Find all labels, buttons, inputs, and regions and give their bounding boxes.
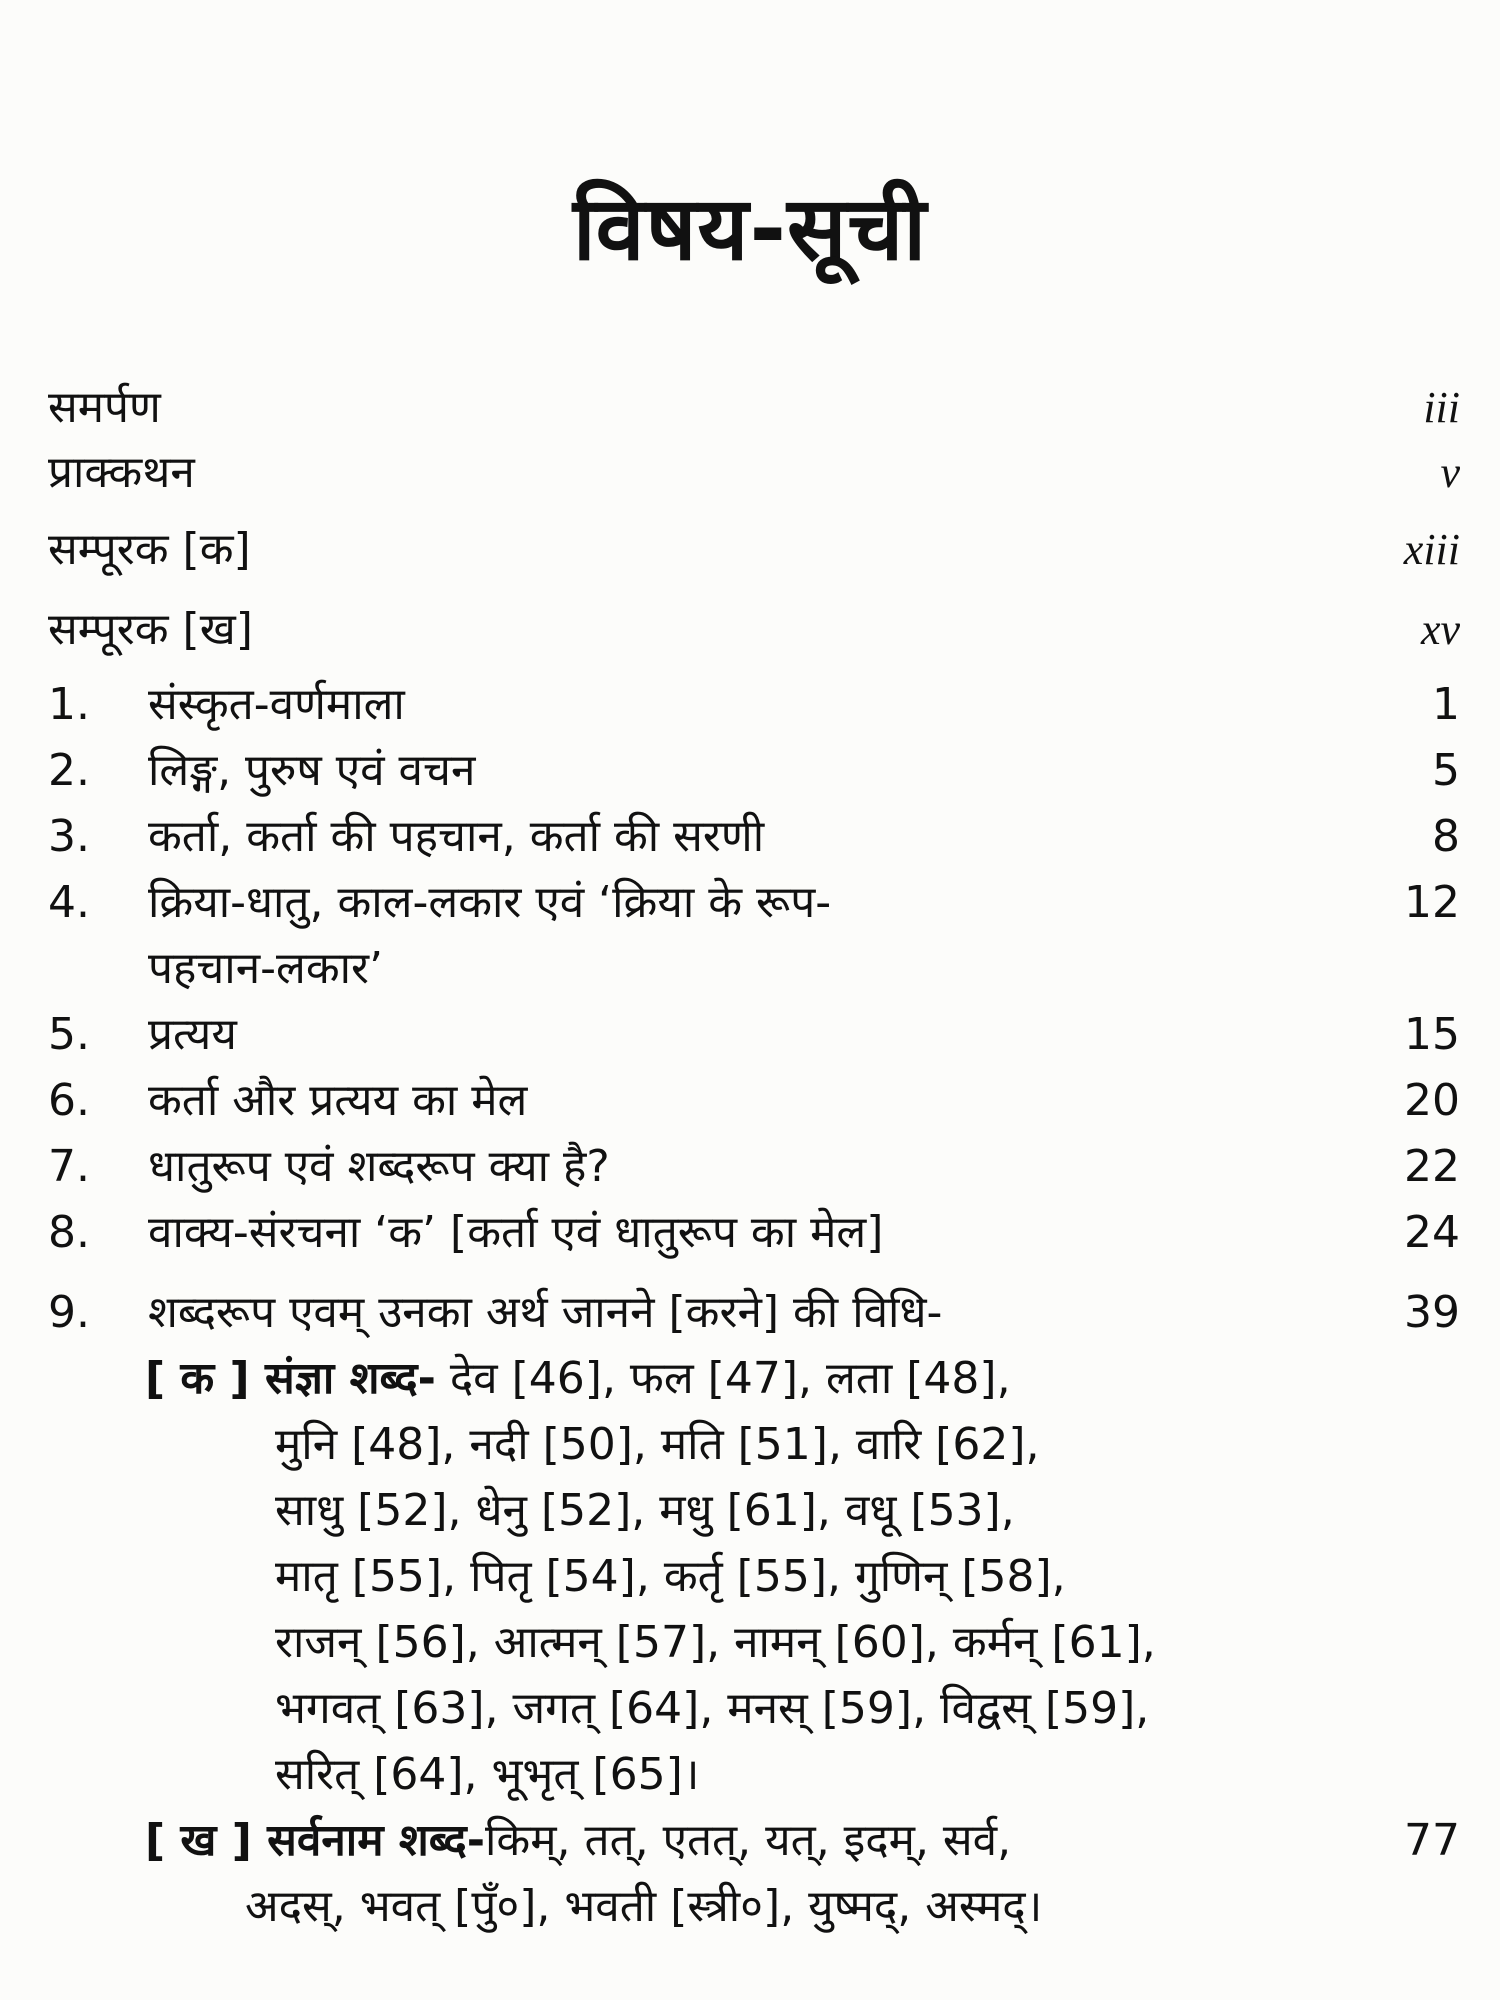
toc-chapter[interactable] xyxy=(48,870,1460,1002)
chapter-page: 39 xyxy=(1404,1287,1460,1338)
toc-entry-page: xv xyxy=(1420,605,1460,654)
chapter-number: 4. xyxy=(48,877,90,928)
chapter-title-line: पहचान-लकार’ xyxy=(148,943,383,994)
toc-subsection-page-row xyxy=(48,1808,1460,1874)
chapter-title-line: क्रिया-धातु, काल-लकार एवं ‘क्रिया के रूप- xyxy=(148,877,832,928)
chapter-title: शब्दरूप एवम् उनका अर्थ जानने [करने] की विधि- xyxy=(148,1287,943,1338)
toc-entry-title: प्राक्कथन xyxy=(48,447,195,498)
chapter-number: 7. xyxy=(48,1141,90,1192)
chapter-page: 22 xyxy=(1404,1141,1460,1192)
toc-entry[interactable] xyxy=(48,440,1460,506)
subsection-line: सरित् [64], भूभृत् [65]। xyxy=(275,1749,700,1800)
toc-entry[interactable] xyxy=(48,375,1460,441)
toc-chapter[interactable] xyxy=(48,672,1460,738)
toc-entry-title: समर्पण xyxy=(48,382,161,433)
subsection-line: भगवत् [63], जगत् [64], मनस् [59], विद्वस् [59], xyxy=(275,1683,1150,1734)
chapter-title: प्रत्यय xyxy=(148,1009,237,1060)
chapter-title: धातुरूप एवं शब्दरूप क्या है? xyxy=(148,1141,610,1192)
subsection-label: [ ख ] सर्वनाम शब्द- xyxy=(145,1815,486,1866)
subsection-line: मुनि [48], नदी [50], मति [51], वारि [62], xyxy=(275,1419,1040,1470)
chapter-title: वाक्य-संरचना ‘क’ [कर्ता एवं धातुरूप का मेल] xyxy=(148,1207,884,1258)
chapter-page: 12 xyxy=(1404,877,1460,928)
chapter-number: 5. xyxy=(48,1009,90,1060)
chapter-title xyxy=(148,870,1320,1002)
subsection-line: राजन् [56], आत्मन् [57], नामन् [60], कर्मन् [61], xyxy=(275,1617,1156,1668)
subsection-label: [ क ] संज्ञा शब्द- xyxy=(145,1353,436,1404)
subsection-line: अदस्, भवत् [पुँ०], भवती [स्त्री०], युष्मद्, अस्मद्। xyxy=(245,1881,1043,1932)
chapter-number: 3. xyxy=(48,811,90,862)
chapter-page: 5 xyxy=(1432,745,1460,796)
toc-chapter[interactable] xyxy=(48,1068,1460,1134)
chapter-page: 24 xyxy=(1404,1207,1460,1258)
subsection-page: 77 xyxy=(1404,1815,1460,1866)
chapter-number: 8. xyxy=(48,1207,90,1258)
chapter-title: कर्ता, कर्ता की पहचान, कर्ता की सरणी xyxy=(148,811,765,862)
chapter-page: 15 xyxy=(1404,1009,1460,1060)
toc-entry-page: xiii xyxy=(1403,525,1460,574)
chapter-page: 20 xyxy=(1404,1075,1460,1126)
toc-entry[interactable] xyxy=(48,517,1460,583)
subsection-line: मातृ [55], पितृ [54], कर्तृ [55], गुणिन् [58], xyxy=(275,1551,1066,1602)
chapter-title: संस्कृत-वर्णमाला xyxy=(148,679,405,730)
toc-chapter[interactable] xyxy=(48,1200,1460,1266)
chapter-page: 8 xyxy=(1432,811,1460,862)
chapter-number: 1. xyxy=(48,679,90,730)
toc-entry[interactable] xyxy=(48,597,1460,663)
toc-subsection-ka[interactable] xyxy=(145,1346,1340,1808)
toc-entry-title: सम्पूरक [क] xyxy=(48,524,251,575)
chapter-number: 9. xyxy=(48,1287,90,1338)
subsection-line xyxy=(145,1346,1340,1412)
toc-entry-page: iii xyxy=(1423,383,1460,432)
toc-chapter[interactable] xyxy=(48,738,1460,804)
toc-chapter[interactable] xyxy=(48,1002,1460,1068)
toc-chapter[interactable] xyxy=(48,1134,1460,1200)
chapter-title: लिङ्ग, पुरुष एवं वचन xyxy=(148,745,476,796)
toc-chapter[interactable] xyxy=(48,804,1460,870)
chapter-number: 6. xyxy=(48,1075,90,1126)
chapter-number: 2. xyxy=(48,745,90,796)
page-title: विषय-सूची xyxy=(572,177,928,280)
toc-chapter[interactable] xyxy=(48,1280,1460,1346)
chapter-page: 1 xyxy=(1432,679,1460,730)
toc-entry-page: v xyxy=(1440,448,1460,497)
subsection-text: किम्, तत्, एतत्, यत्, इदम्, सर्व, xyxy=(485,1815,1012,1866)
chapter-title: कर्ता और प्रत्यय का मेल xyxy=(148,1075,528,1126)
subsection-line: साधु [52], धेनु [52], मधु [61], वधू [53], xyxy=(275,1485,1015,1536)
toc-entry-title: सम्पूरक [ख] xyxy=(48,604,253,655)
subsection-text: देव [46], फल [47], लता [48], xyxy=(435,1353,1011,1404)
